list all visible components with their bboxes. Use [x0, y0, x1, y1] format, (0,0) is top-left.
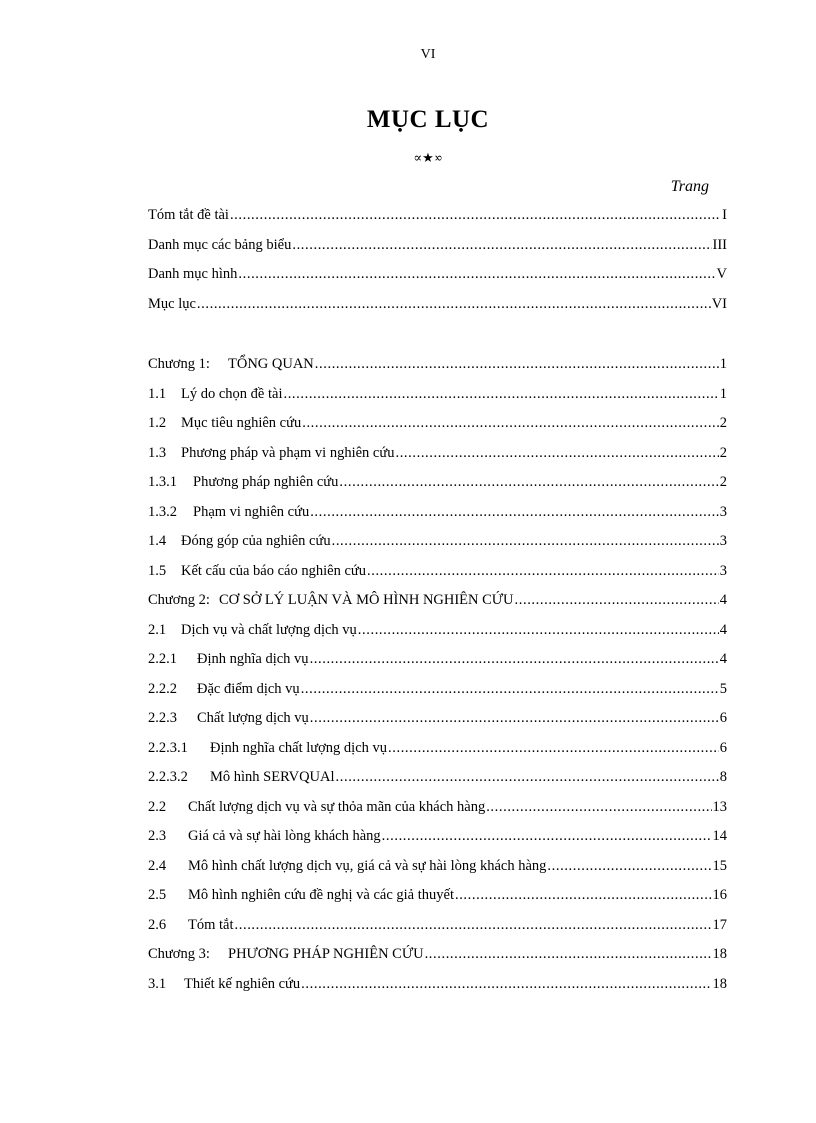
toc-entry-title: CƠ SỞ LÝ LUẬN VÀ MÔ HÌNH NGHIÊN CỨU — [219, 592, 514, 608]
toc-entry-title: Phương pháp và phạm vi nghiên cứu — [181, 444, 395, 461]
toc-leader-dots — [425, 946, 712, 963]
toc-leader-dots — [315, 356, 719, 373]
toc-leader-dots — [197, 296, 711, 313]
toc-entry-title: Phạm vi nghiên cứu — [193, 503, 310, 520]
toc-entry[interactable] — [148, 237, 727, 267]
toc-entry-page: 16 — [712, 887, 727, 903]
toc-entry[interactable] — [148, 769, 727, 799]
toc-entry-page: I — [722, 207, 727, 223]
toc-leader-dots — [310, 710, 719, 727]
toc-entry-number: 1.1 — [148, 385, 167, 402]
toc-entry-title: TỔNG QUAN — [228, 356, 314, 372]
toc-entry-title: Mô hình nghiên cứu đề nghị và các giả thuyết — [188, 887, 454, 903]
toc-entry-title: Giá cả và sự hài lòng khách hàng — [188, 828, 381, 844]
toc-entry[interactable] — [148, 651, 727, 681]
toc-entry-page: V — [716, 266, 727, 282]
toc-leader-dots — [367, 563, 719, 580]
toc-entry-number: 1.3 — [148, 444, 167, 461]
toc-entry-page: 1 — [719, 356, 727, 372]
toc-entry-title: Danh mục hình — [148, 266, 238, 282]
toc-entry-title: Đặc điểm dịch vụ — [197, 680, 300, 697]
toc-entry[interactable] — [148, 266, 727, 296]
flourish-right-icon: ∝ — [433, 150, 443, 165]
toc-entry-number: 2.3 — [148, 828, 167, 844]
toc-entry-page: 3 — [719, 503, 727, 520]
toc-entry[interactable] — [148, 710, 727, 740]
toc-entry-title: Phương pháp nghiên cứu — [193, 474, 339, 490]
toc-entry-number: 1.5 — [148, 562, 167, 579]
toc-entry[interactable] — [148, 887, 727, 917]
toc-entry-number: 2.2.1 — [148, 651, 177, 667]
toc-entry[interactable] — [148, 445, 727, 475]
toc-leader-dots — [283, 386, 718, 403]
toc-entry-number: 1.3.1 — [148, 474, 177, 490]
toc-entry-number: 2.4 — [148, 857, 167, 874]
toc-leader-dots — [238, 266, 715, 283]
toc-entry-page: 4 — [719, 592, 727, 608]
toc-entry-title: Mục lục — [148, 295, 196, 312]
toc-entry[interactable] — [148, 740, 727, 770]
toc-entry-page: 3 — [719, 562, 727, 579]
ornament-divider — [0, 150, 816, 166]
toc-entry-page: 6 — [719, 710, 727, 726]
page-column-label: Trang — [670, 178, 709, 195]
toc-leader-dots — [515, 592, 719, 609]
toc-entry[interactable] — [148, 296, 727, 326]
toc-leader-dots — [339, 474, 718, 491]
toc-entry-page: 4 — [719, 621, 727, 638]
toc-entry-title: Dịch vụ và chất lượng dịch vụ — [181, 621, 357, 638]
toc-entry-page: 13 — [712, 798, 727, 815]
toc-leader-dots — [336, 769, 719, 786]
toc-leader-dots — [235, 917, 712, 934]
toc-entry[interactable] — [148, 917, 727, 947]
toc-entry-page: 5 — [719, 680, 727, 697]
toc-entry[interactable] — [148, 415, 727, 445]
toc-entry-title: Mục tiêu nghiên cứu — [181, 415, 302, 431]
toc-leader-dots — [455, 887, 712, 904]
toc-entry-number: 2.1 — [148, 621, 167, 638]
toc-entry-page: 3 — [719, 533, 727, 549]
toc-entry-page: III — [712, 236, 727, 253]
toc-entry-number: 1.3.2 — [148, 503, 177, 520]
toc-entry-number: 2.5 — [148, 887, 167, 903]
toc-leader-dots — [395, 445, 718, 462]
toc-entry-page: 1 — [719, 385, 727, 402]
toc-entry-title: Tóm tắt — [188, 916, 234, 933]
toc-leader-dots — [310, 504, 719, 521]
toc-entry[interactable] — [148, 976, 727, 1006]
toc-leader-dots — [486, 799, 711, 816]
toc-entry[interactable] — [148, 858, 727, 888]
toc-entry-title: Kết cấu của báo cáo nghiên cứu — [181, 562, 366, 579]
toc-leader-dots — [332, 533, 719, 550]
toc-entry[interactable] — [148, 386, 727, 416]
toc-entry-page: 8 — [719, 769, 727, 785]
toc-entry-title: Lý do chọn đề tài — [181, 385, 283, 402]
toc-entry-number: Chương 3: — [148, 946, 210, 962]
toc-entry-title: PHƯƠNG PHÁP NGHIÊN CỨU — [228, 946, 424, 962]
page-title: MỤC LỤC — [366, 106, 490, 133]
toc-entry[interactable] — [148, 946, 727, 976]
toc-entry[interactable] — [148, 828, 727, 858]
toc-entry-title: Đóng góp của nghiên cứu — [181, 533, 331, 549]
toc-entry-title: Chất lượng dịch vụ — [197, 710, 309, 726]
toc-entry-number: 2.2.3.2 — [148, 769, 188, 785]
toc-leader-dots — [388, 740, 719, 757]
toc-entry-page: 4 — [719, 651, 727, 667]
toc-leader-dots — [301, 976, 711, 993]
toc-leader-dots — [547, 858, 711, 875]
toc-entry-number: 3.1 — [148, 975, 167, 992]
flourish-left-icon: ∝ — [413, 150, 423, 165]
toc-entry-page: 2 — [719, 444, 727, 461]
toc-entry-title: Mô hình SERVQUAl — [210, 769, 335, 785]
toc-entry-page: VI — [711, 295, 727, 312]
toc-entry[interactable] — [148, 592, 727, 622]
toc-entry-page: 14 — [712, 828, 727, 844]
toc-entry-page: 2 — [719, 415, 727, 431]
toc-leader-dots — [382, 828, 712, 845]
toc-entry-page: 18 — [712, 946, 727, 962]
toc-entry-number: 2.2.2 — [148, 680, 177, 697]
toc-entry-number: 1.2 — [148, 415, 167, 431]
toc-entry-number: Chương 1: — [148, 356, 210, 372]
toc-entry-page: 6 — [719, 739, 727, 756]
toc-entry-number: 2.2.3 — [148, 710, 177, 726]
toc-leader-dots — [310, 651, 719, 668]
toc-leader-dots — [358, 622, 719, 639]
toc-entry-title: Định nghĩa chất lượng dịch vụ — [210, 739, 388, 756]
toc-entry-title: Tóm tắt đề tài — [148, 207, 229, 223]
toc-leader-dots — [301, 681, 719, 698]
toc-entry[interactable] — [148, 563, 727, 593]
toc-entry[interactable] — [148, 799, 727, 829]
toc-leader-dots — [292, 237, 711, 254]
toc-entry-page: 15 — [712, 857, 727, 874]
toc-entry-title: Chất lượng dịch vụ và sự thỏa mãn của khách hàng — [188, 798, 486, 815]
toc-entry-title: Định nghĩa dịch vụ — [197, 651, 309, 667]
toc-entry-title: Thiết kế nghiên cứu — [184, 975, 301, 992]
toc-leader-dots — [302, 415, 719, 432]
page-number: VI — [420, 47, 436, 62]
toc-entry[interactable] — [148, 207, 727, 237]
toc-entry-number: 2.6 — [148, 916, 167, 933]
toc-entry-title: Mô hình chất lượng dịch vụ, giá cả và sự hài lòng khách hàng — [188, 857, 547, 874]
toc-entry-title: Danh mục các bảng biểu — [148, 236, 292, 253]
toc-entry[interactable] — [148, 504, 727, 534]
toc-entry[interactable] — [148, 533, 727, 563]
toc-list — [148, 356, 727, 1005]
toc-leader-dots — [230, 207, 721, 224]
toc-entry[interactable] — [148, 681, 727, 711]
toc-entry-page: 17 — [712, 916, 727, 933]
toc-entry-page: 18 — [712, 975, 727, 992]
toc-entry-number: 1.4 — [148, 533, 167, 549]
toc-entry[interactable] — [148, 622, 727, 652]
toc-entry[interactable] — [148, 356, 727, 386]
toc-entry-number: Chương 2: — [148, 592, 210, 608]
toc-entry[interactable] — [148, 474, 727, 504]
toc-entry-number: 2.2 — [148, 798, 167, 815]
toc-entry-page: 2 — [719, 474, 727, 490]
front-matter-list — [148, 207, 727, 325]
star-icon: ★ — [422, 150, 434, 165]
toc-entry-number: 2.2.3.1 — [148, 739, 188, 756]
